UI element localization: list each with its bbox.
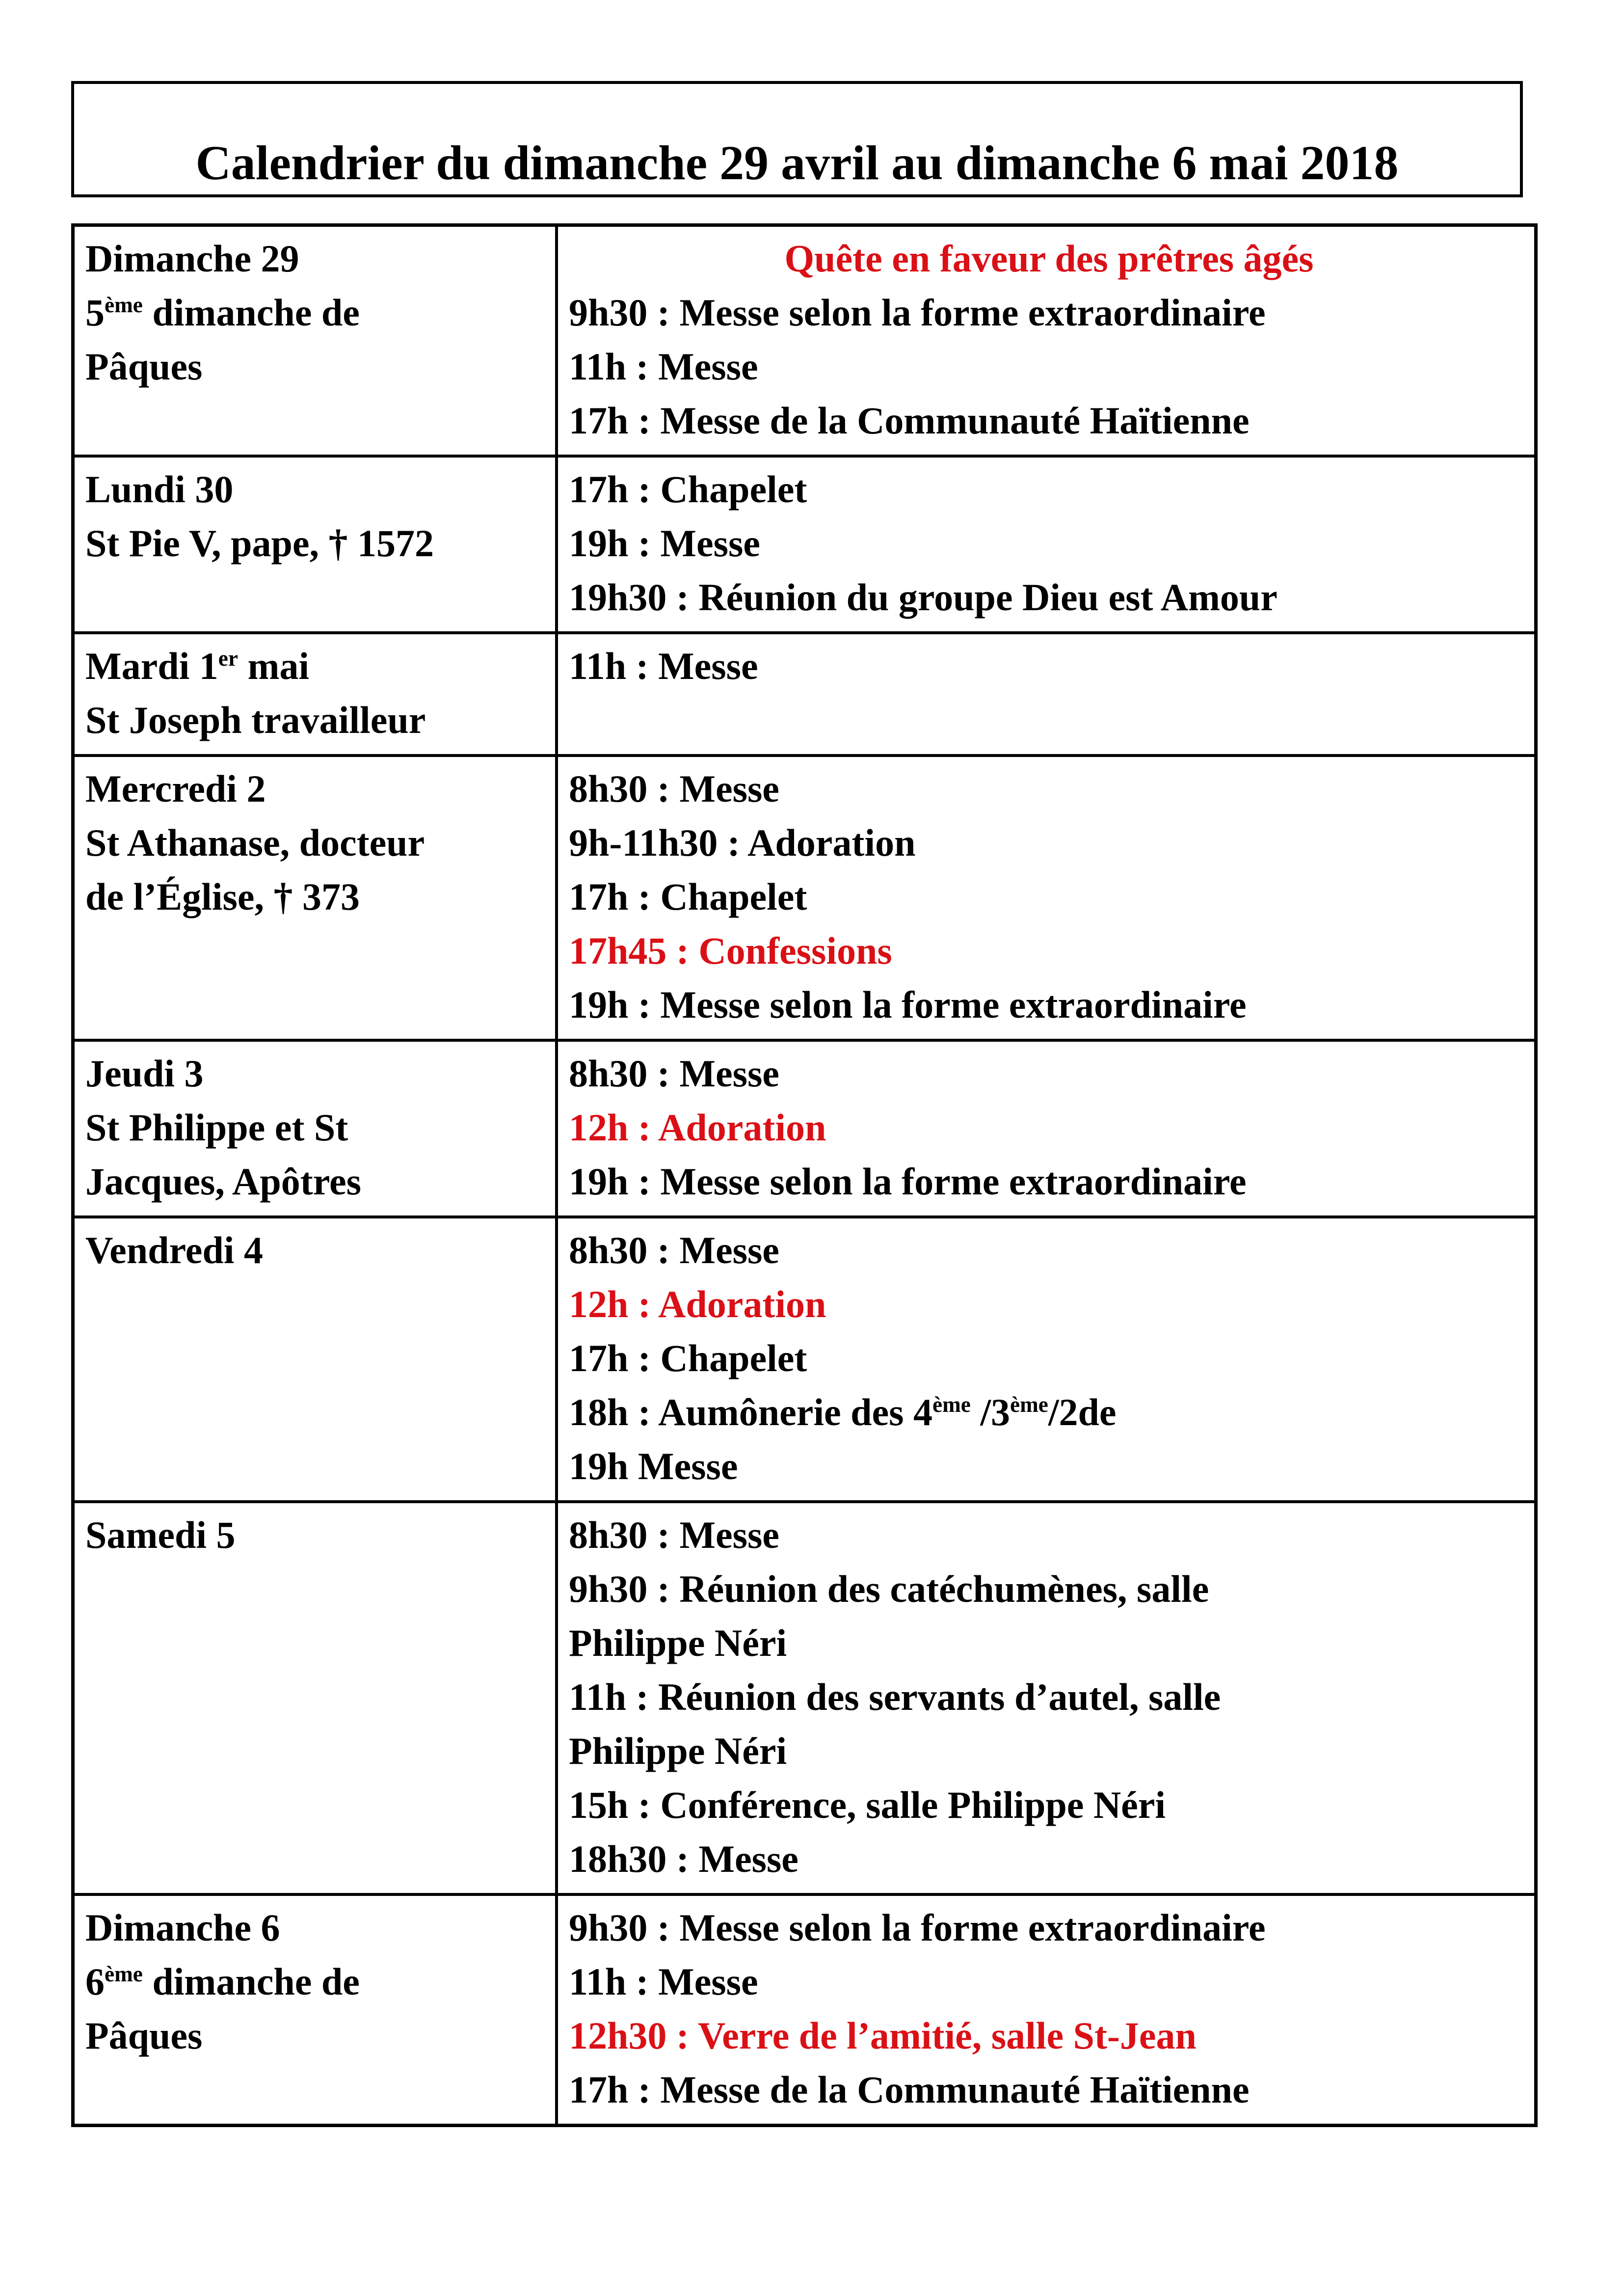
event-line: 19h : Messe selon la forme extraordinaire [569,983,1247,1026]
page-title: Calendrier du dimanche 29 avril au dimanche 6 mai 2018 [195,135,1399,190]
page-title-box [71,81,1523,197]
table-row [75,1500,1534,1893]
event-line: 17h : Chapelet [569,1337,807,1379]
day-line: St Athanase, docteur [85,821,425,864]
event-line-highlight: 12h : Adoration [569,1106,826,1149]
table-row [75,1893,1534,2124]
day-cell [75,1042,558,1216]
event-line-highlight: Quête en faveur des prêtres âgés [784,237,1314,280]
day-line: St Philippe et St [85,1106,348,1149]
day-cell [75,1896,558,2124]
event-line: 11h : Messe [569,645,758,687]
table-row [75,227,1534,455]
day-cell [75,1503,558,1893]
event-line: 11h : Réunion des servants d’autel, salle [569,1675,1221,1718]
day-cell [75,634,558,754]
event-line: Philippe Néri [569,1729,787,1772]
event-line: 9h30 : Messe selon la forme extraordinaire [569,1906,1266,1949]
event-line: 9h-11h30 : Adoration [569,821,916,864]
event-line: 8h30 : Messe [569,767,779,810]
day-line: St Joseph travailleur [85,699,426,741]
calendar-table [71,223,1538,2127]
event-line: 8h30 : Messe [569,1052,779,1095]
day-cell [75,227,558,455]
day-line: Pâques [85,345,203,388]
day-line: Jacques, Apôtres [85,1160,361,1203]
table-row [75,455,1534,631]
day-line: Lundi 30 [85,468,234,511]
day-line: Samedi 5 [85,1513,236,1556]
event-line: 9h30 : Messe selon la forme extraordinaire [569,291,1266,334]
events-cell [558,634,1534,754]
event-line: 18h30 : Messe [569,1837,798,1880]
table-row [75,1216,1534,1500]
event-line: 19h Messe [569,1445,738,1487]
events-cell [558,1042,1534,1216]
event-line-highlight: 17h45 : Confessions [569,929,892,972]
events-cell [558,458,1534,631]
event-line-highlight: 12h30 : Verre de l’amitié, salle St-Jean [569,2014,1197,2057]
day-line: Mardi 1er mai [85,645,310,687]
event-line: 9h30 : Réunion des catéchumènes, salle [569,1567,1209,1610]
event-line: 17h : Messe de la Communauté Haïtienne [569,399,1250,442]
table-row [75,631,1534,754]
day-line: Pâques [85,2014,203,2057]
day-line: 6ème dimanche de [85,1960,360,2003]
event-line: 17h : Chapelet [569,875,807,918]
day-line: Vendredi 4 [85,1229,263,1271]
day-cell [75,757,558,1039]
event-line: 8h30 : Messe [569,1229,779,1271]
day-line: Dimanche 6 [85,1906,280,1949]
event-line: 11h : Messe [569,1960,758,2003]
day-line: St Pie V, pape, † 1572 [85,522,434,565]
events-cell [558,1218,1534,1500]
day-line: Jeudi 3 [85,1052,204,1095]
event-line: 8h30 : Messe [569,1513,779,1556]
events-cell [558,1503,1534,1893]
event-line: 17h : Chapelet [569,468,807,511]
event-line-highlight: 12h : Adoration [569,1283,826,1325]
event-line: 19h : Messe [569,522,760,565]
day-cell [75,1218,558,1500]
events-cell [558,757,1534,1039]
event-line: 15h : Conférence, salle Philippe Néri [569,1783,1166,1826]
table-row [75,1039,1534,1216]
event-line: 19h30 : Réunion du groupe Dieu est Amour [569,576,1277,619]
event-line: 18h : Aumônerie des 4ème /3ème/2de [569,1391,1117,1433]
day-line: Dimanche 29 [85,237,299,280]
day-line: Mercredi 2 [85,767,266,810]
events-cell [558,227,1534,455]
event-line: 11h : Messe [569,345,758,388]
day-cell [75,458,558,631]
day-line: 5ème dimanche de [85,291,360,334]
events-cell [558,1896,1534,2124]
day-line: de l’Église, † 373 [85,875,360,918]
event-line: 17h : Messe de la Communauté Haïtienne [569,2068,1250,2111]
event-line: Philippe Néri [569,1621,787,1664]
event-line: 19h : Messe selon la forme extraordinaire [569,1160,1247,1203]
table-row [75,754,1534,1039]
